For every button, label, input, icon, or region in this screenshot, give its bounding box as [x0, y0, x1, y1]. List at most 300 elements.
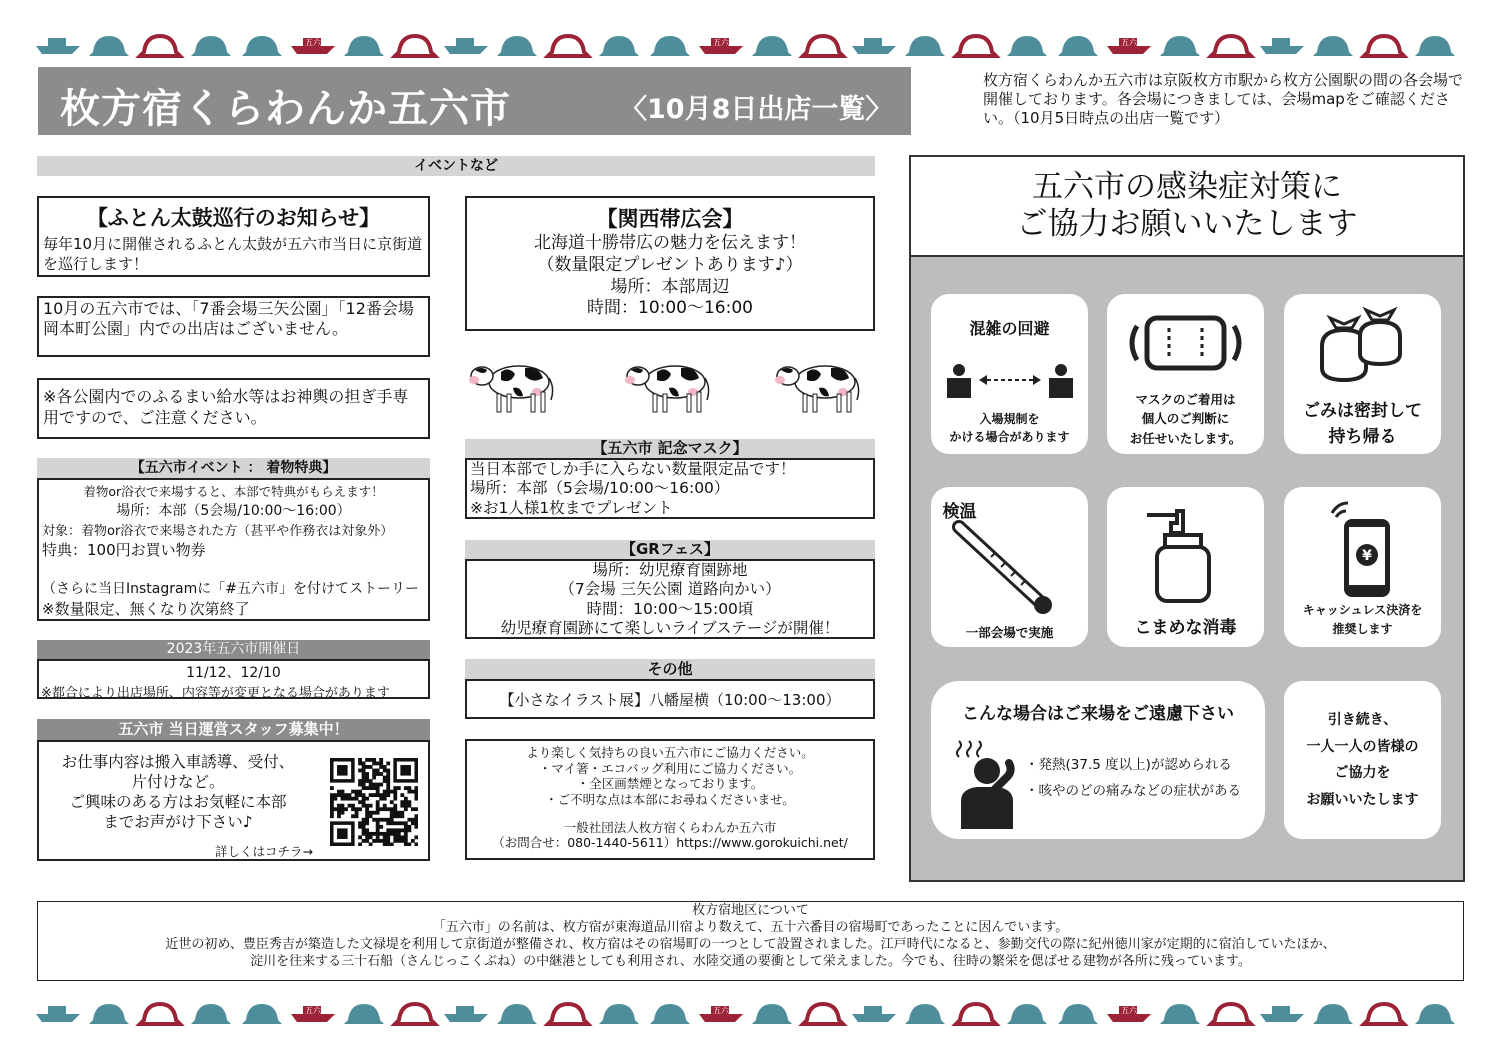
qr-module — [393, 821, 397, 825]
bowl-icon — [1415, 36, 1455, 56]
qr-module — [383, 797, 387, 801]
qr-module — [365, 797, 369, 801]
qr-module — [365, 814, 369, 818]
qr-module — [369, 758, 373, 762]
qr-module — [330, 786, 334, 790]
qr-module — [400, 835, 404, 839]
qr-module — [369, 842, 373, 846]
top-decor-bar — [34, 32, 1466, 58]
boat-icon — [444, 38, 488, 54]
qr-module — [393, 786, 397, 790]
thanks-line-1: 引き続き、 — [1327, 712, 1398, 728]
qr-module — [355, 814, 359, 818]
qr-module — [337, 790, 341, 794]
bowl-icon — [905, 1004, 945, 1024]
qr-module — [365, 811, 369, 815]
qr-module — [372, 776, 376, 780]
bowl-icon — [497, 36, 537, 56]
bowl-icon — [905, 36, 945, 56]
qr-module — [362, 779, 366, 783]
qr-module — [404, 797, 408, 801]
qr-module — [348, 797, 352, 801]
qr-module — [369, 779, 373, 783]
qr-module — [376, 839, 380, 843]
staff-box — [37, 740, 430, 861]
qr-module — [362, 769, 366, 773]
qr-module — [400, 804, 404, 808]
qr-module — [369, 811, 373, 815]
mask-icon — [1123, 314, 1248, 372]
qr-module — [365, 786, 369, 790]
boat-icon — [36, 38, 80, 54]
qr-module — [330, 800, 334, 804]
qr-module — [414, 825, 418, 829]
qr-module — [414, 790, 418, 794]
details-link[interactable]: 詳しくはコチラ→ — [215, 844, 313, 859]
bowl-icon — [956, 1004, 996, 1024]
qr-module — [369, 814, 373, 818]
thermometer-icon — [951, 517, 1061, 617]
kimono-line-2: 場所：本部（5会場/10:00〜16:00） — [116, 503, 351, 519]
qr-module — [376, 804, 380, 808]
qr-module — [400, 821, 404, 825]
bowl-boat-pattern — [34, 1000, 1466, 1026]
bowl-icon — [1415, 1004, 1455, 1024]
bowl-icon — [191, 36, 231, 56]
qr-module — [390, 800, 394, 804]
qr-module — [337, 793, 341, 797]
kansai-line-1: 北海道十勝帯広の魅力を伝えます！ — [534, 233, 806, 253]
qr-module — [411, 818, 415, 822]
bowl-icon — [497, 1004, 537, 1024]
refrain-2: ・咳やのどの痛みなどの症状がある — [1025, 782, 1241, 799]
qr-module — [355, 790, 359, 794]
qr-module — [397, 835, 401, 839]
qr-module — [330, 811, 334, 815]
infection-title-1: 五六市の感染症対策に — [1032, 169, 1342, 205]
qr-module — [386, 779, 390, 783]
qr-module — [376, 786, 380, 790]
distance-icon — [939, 364, 1081, 400]
contact-info[interactable]: （お問合せ：080-1440-5611）https://www.gorokuichi.net/ — [492, 835, 848, 851]
yen-symbol: ¥ — [1362, 548, 1372, 564]
crowd-title: 混雑の回避 — [969, 319, 1050, 338]
mask-header: 【五六市 記念マスク】 — [465, 439, 875, 458]
qr-module — [379, 807, 383, 811]
qr-module — [341, 793, 345, 797]
boat-label: 五六 — [713, 1006, 729, 1015]
qr-module — [393, 790, 397, 794]
boat-icon — [852, 38, 896, 54]
qr-module — [362, 825, 366, 829]
qr-module — [379, 793, 383, 797]
bowl-icon — [752, 1004, 792, 1024]
request-box — [465, 739, 875, 860]
gr-line-1: 場所：幼児療育園跡地 — [592, 561, 748, 579]
thanks-line-4: お願いいたします — [1306, 791, 1419, 808]
qr-module — [390, 842, 394, 846]
qr-module — [404, 786, 408, 790]
bowl-icon — [803, 1004, 843, 1024]
qr-module — [414, 842, 418, 846]
kimono-line-4: 特典：100円お買い物券 — [42, 541, 206, 559]
qr-module — [407, 818, 411, 822]
qr-module — [393, 835, 397, 839]
qr-module — [376, 772, 380, 776]
bowl-icon — [650, 36, 690, 56]
qr-module — [372, 793, 376, 797]
district-line-2: 近世の初め、豊臣秀吉が築造した文禄堤を利用して京街道が整備され、枚方宿はその宿場町の一つとして設置されました。江戸時代になると、参勤交代の際に紀州徳川家が定期的に宿泊していたほか、 — [165, 936, 1336, 952]
tile-thanks — [1284, 681, 1441, 839]
qr-module — [369, 783, 373, 787]
qr-module — [372, 818, 376, 822]
cow-1 — [469, 366, 553, 412]
qr-module — [358, 762, 362, 766]
qr-module — [386, 821, 390, 825]
bowl-icon — [1007, 1004, 1047, 1024]
qr-module — [383, 765, 387, 769]
qr-module — [407, 825, 411, 829]
qr-module — [334, 797, 338, 801]
qr-module — [390, 828, 394, 832]
qr-module — [355, 797, 359, 801]
bowl-icon — [956, 36, 996, 56]
qr-module — [379, 818, 383, 822]
boat-label: 五六 — [1121, 1006, 1137, 1015]
qr-module — [386, 776, 390, 780]
qr-module — [383, 804, 387, 808]
qr-module — [372, 839, 376, 843]
qr-module — [383, 818, 387, 822]
qr-module — [341, 804, 345, 808]
qr-module — [376, 790, 380, 794]
open-dates: 11/12、12/10 — [186, 665, 281, 681]
qr-module — [414, 821, 418, 825]
thanks-line-2: 一人一人の皆様の — [1306, 738, 1419, 755]
futon-body: 毎年10月に開催されるふとん太鼓が五六市当日に京街道を巡行します！ — [43, 235, 423, 273]
qr-module — [393, 793, 397, 797]
request-line-1: より楽しく気持ちの良い五六市にご協力ください。 — [526, 745, 814, 760]
mask-note-2: 個人のご判断に — [1141, 411, 1230, 427]
qr-finder — [400, 765, 411, 776]
qr-module — [376, 825, 380, 829]
qr-module — [383, 776, 387, 780]
qr-module — [383, 835, 387, 839]
qr-module — [362, 776, 366, 780]
bowl-icon — [395, 1004, 435, 1024]
qr-module — [386, 772, 390, 776]
qr-module — [348, 804, 352, 808]
qr-module — [369, 786, 373, 790]
qr-module — [358, 842, 362, 846]
qr-module — [362, 765, 366, 769]
staff-line-2: 片付けなど。 — [131, 773, 225, 792]
qr-module — [407, 842, 411, 846]
bowl-icon — [1364, 1004, 1404, 1024]
district-line-1: 「五六市」の名前は、枚方宿が東海道品川宿より数えて、五十六番目の宿場町であったことに因んでいます。 — [432, 919, 1069, 935]
qr-module — [358, 807, 362, 811]
qr-module — [404, 804, 408, 808]
qr-module — [362, 818, 366, 822]
qr-module — [365, 772, 369, 776]
venue-notice — [37, 296, 430, 357]
qr-module — [404, 828, 408, 832]
qr-module — [414, 835, 418, 839]
kimono-header: 【五六市イベント ： 着物特典】 — [37, 458, 430, 478]
qr-module — [404, 800, 408, 804]
other-box — [465, 679, 875, 719]
qr-module — [337, 807, 341, 811]
qr-module — [351, 814, 355, 818]
bowl-icon — [1058, 36, 1098, 56]
qr-module — [369, 793, 373, 797]
qr-module — [393, 839, 397, 843]
gr-box — [465, 559, 875, 639]
boat-icon — [291, 37, 335, 54]
qr-module — [365, 818, 369, 822]
qr-module — [372, 772, 376, 776]
qr-module — [365, 839, 369, 843]
qr-module — [358, 821, 362, 825]
refrain-1: ・発熱(37.5 度以上)が認められる — [1025, 757, 1232, 773]
qr-module — [393, 832, 397, 836]
qr-module — [376, 793, 380, 797]
qr-module — [383, 839, 387, 843]
qr-module — [386, 786, 390, 790]
qr-module — [400, 793, 404, 797]
qr-module — [383, 769, 387, 773]
qr-module — [365, 828, 369, 832]
qr-module — [358, 769, 362, 773]
qr-module — [358, 825, 362, 829]
qr-module — [414, 818, 418, 822]
qr-module — [341, 811, 345, 815]
qr-module — [400, 839, 404, 843]
kansai-title: 【関西帯広会】 — [596, 207, 744, 231]
qr-module — [414, 814, 418, 818]
qr-module — [372, 786, 376, 790]
thanks-line-3: ご協力を — [1334, 765, 1391, 782]
boat-icon — [444, 1006, 488, 1022]
qr-module — [355, 793, 359, 797]
cow-2 — [625, 366, 709, 412]
qr-module — [362, 783, 366, 787]
boat-icon — [1107, 1005, 1151, 1022]
qr-module — [369, 765, 373, 769]
qr-module — [362, 762, 366, 766]
qr-module — [337, 814, 341, 818]
illustration-exhibit: 【小さなイラスト展】八幡屋横（10:00〜13:00） — [499, 691, 841, 709]
bowl-icon — [1211, 36, 1251, 56]
qr-module — [362, 832, 366, 836]
qr-module — [397, 821, 401, 825]
bowl-icon — [140, 1004, 180, 1024]
kimono-line-5 — [39, 560, 428, 578]
boat-icon — [291, 1005, 335, 1022]
boat-icon — [699, 1005, 743, 1022]
gr-header: 【GRフェス】 — [465, 540, 875, 559]
qr-module — [383, 832, 387, 836]
qr-module — [372, 783, 376, 787]
infection-title-2: ご協力お願いいたします — [1016, 206, 1358, 243]
boat-label: 五六 — [305, 1006, 321, 1015]
qr-module — [383, 842, 387, 846]
qr-module — [358, 835, 362, 839]
qr-module — [390, 818, 394, 822]
qr-module — [390, 814, 394, 818]
qr-module — [400, 800, 404, 804]
infection-title-box — [911, 157, 1463, 257]
qr-module — [400, 814, 404, 818]
request-line-4: ・ご不明な点は本部にお尋ねくださいませ。 — [545, 791, 795, 807]
qr-module — [344, 797, 348, 801]
boat-label: 五六 — [305, 38, 321, 47]
cashless-line-1: キャッシュレス決済を — [1302, 603, 1423, 617]
qr-module — [379, 797, 383, 801]
bowl-icon — [1007, 36, 1047, 56]
trash-line-1: ごみは密封して — [1303, 401, 1422, 421]
sanitizer-bottle-icon — [1147, 503, 1217, 603]
qr-module — [411, 790, 415, 794]
bowl-icon — [242, 1004, 282, 1024]
qr-module — [379, 765, 383, 769]
other-header: その他 — [465, 659, 875, 679]
bowl-icon — [1364, 36, 1404, 56]
qr-module — [334, 793, 338, 797]
tile-cashless — [1284, 487, 1441, 647]
qr-module — [358, 758, 362, 762]
qr-module — [404, 835, 408, 839]
qr-module — [365, 807, 369, 811]
org-name: 一般社団法人枚方宿くらわんか五六市 — [563, 819, 777, 835]
boat-icon — [1260, 1006, 1304, 1022]
mask-note-1: マスクのご着用は — [1135, 392, 1236, 407]
qr-module — [386, 769, 390, 773]
trash-line-2: 持ち帰る — [1328, 427, 1397, 448]
smartphone-payment-icon — [1328, 499, 1400, 599]
qr-module — [351, 797, 355, 801]
qr-module — [400, 828, 404, 832]
qr-module — [376, 783, 380, 787]
qr-module — [355, 811, 359, 815]
qr-module — [379, 758, 383, 762]
crowd-note-2: かける場合があります — [949, 430, 1070, 444]
qr-module — [376, 811, 380, 815]
boat-label: 五六 — [713, 38, 729, 47]
kansai-obihiro-box — [465, 196, 875, 331]
kimono-line-1: 着物or浴衣で来場すると、本部で特典がもらえます！ — [83, 484, 384, 499]
qr-module — [386, 807, 390, 811]
qr-module — [397, 786, 401, 790]
qr-module — [365, 776, 369, 780]
events-section-header: イベントなど — [37, 156, 875, 176]
bowl-icon — [548, 1004, 588, 1024]
bowl-icon — [242, 36, 282, 56]
qr-module — [376, 807, 380, 811]
dates-box — [37, 659, 430, 699]
qr-module — [414, 786, 418, 790]
qr-module — [379, 783, 383, 787]
tile-sanitize — [1107, 487, 1264, 647]
qr-module — [386, 828, 390, 832]
qr-module — [362, 839, 366, 843]
qr-module — [386, 790, 390, 794]
boat-icon — [1107, 37, 1151, 54]
page-title: 枚方宿くらわんか五六市 — [60, 86, 511, 132]
qr-module — [376, 835, 380, 839]
bowl-icon — [344, 36, 384, 56]
bowl-icon — [803, 36, 843, 56]
qr-module — [393, 814, 397, 818]
qr-module — [404, 821, 408, 825]
qr-module — [404, 832, 408, 836]
bottom-decor-bar — [34, 1000, 1466, 1026]
bowl-icon — [1313, 36, 1353, 56]
qr-module — [372, 811, 376, 815]
mask-line-1: 当日本部でしか手に入らない数量限定品です！ — [470, 460, 796, 478]
futon-title: 【ふとん太鼓巡行のお知らせ】 — [86, 206, 381, 230]
tile-trash — [1284, 294, 1441, 454]
mask-box — [465, 458, 875, 519]
qr-module — [411, 839, 415, 843]
bowl-icon — [548, 36, 588, 56]
kimono-box — [37, 478, 430, 621]
kansai-line-4: 時間：10:00〜16:00 — [587, 298, 753, 319]
qr-module — [358, 779, 362, 783]
qr-module — [379, 839, 383, 843]
qr-module — [386, 835, 390, 839]
fever-person-icon — [953, 733, 1023, 829]
dates-note: ※都合により出店場所、内容等が変更となる場合があります — [41, 686, 390, 701]
kimono-line-6: （さらに当日Instagramに「#五六市」を付けてストーリー — [42, 581, 419, 597]
qr-module — [365, 835, 369, 839]
qr-module — [379, 825, 383, 829]
qr-module — [341, 797, 345, 801]
bowl-icon — [1160, 1004, 1200, 1024]
bowl-icon — [752, 36, 792, 56]
qr-module — [390, 790, 394, 794]
qr-module — [376, 769, 380, 773]
qr-module — [362, 804, 366, 808]
mask-line-3: ※お1人様1枚までプレゼント — [470, 498, 673, 517]
qr-module — [330, 814, 334, 818]
kimono-line-7: ※数量限定、無くなり次第終了 — [42, 600, 250, 618]
page-subtitle: 〈10月8日出店一覧〉 — [620, 94, 893, 125]
bowl-icon — [1313, 1004, 1353, 1024]
gr-line-3: 時間：10:00〜15:00頃 — [586, 599, 754, 618]
qr-module — [407, 786, 411, 790]
qr-module — [344, 793, 348, 797]
qr-module — [369, 832, 373, 836]
qr-module — [386, 832, 390, 836]
qr-module — [358, 800, 362, 804]
qr-module — [414, 797, 418, 801]
qr-module — [407, 828, 411, 832]
qr-module — [358, 790, 362, 794]
trash-bag-icon — [1312, 306, 1412, 384]
qr-module — [390, 821, 394, 825]
qr-module — [390, 811, 394, 815]
tile-temperature — [931, 487, 1088, 647]
district-title: 枚方宿地区について — [692, 903, 809, 918]
qr-module — [411, 807, 415, 811]
qr-module — [376, 832, 380, 836]
qr-module — [337, 811, 341, 815]
qr-code[interactable] — [330, 758, 418, 846]
qr-module — [330, 797, 334, 801]
qr-module — [369, 804, 373, 808]
mask-line-2: 場所：本部（5会場/10:00〜16:00） — [470, 479, 730, 498]
